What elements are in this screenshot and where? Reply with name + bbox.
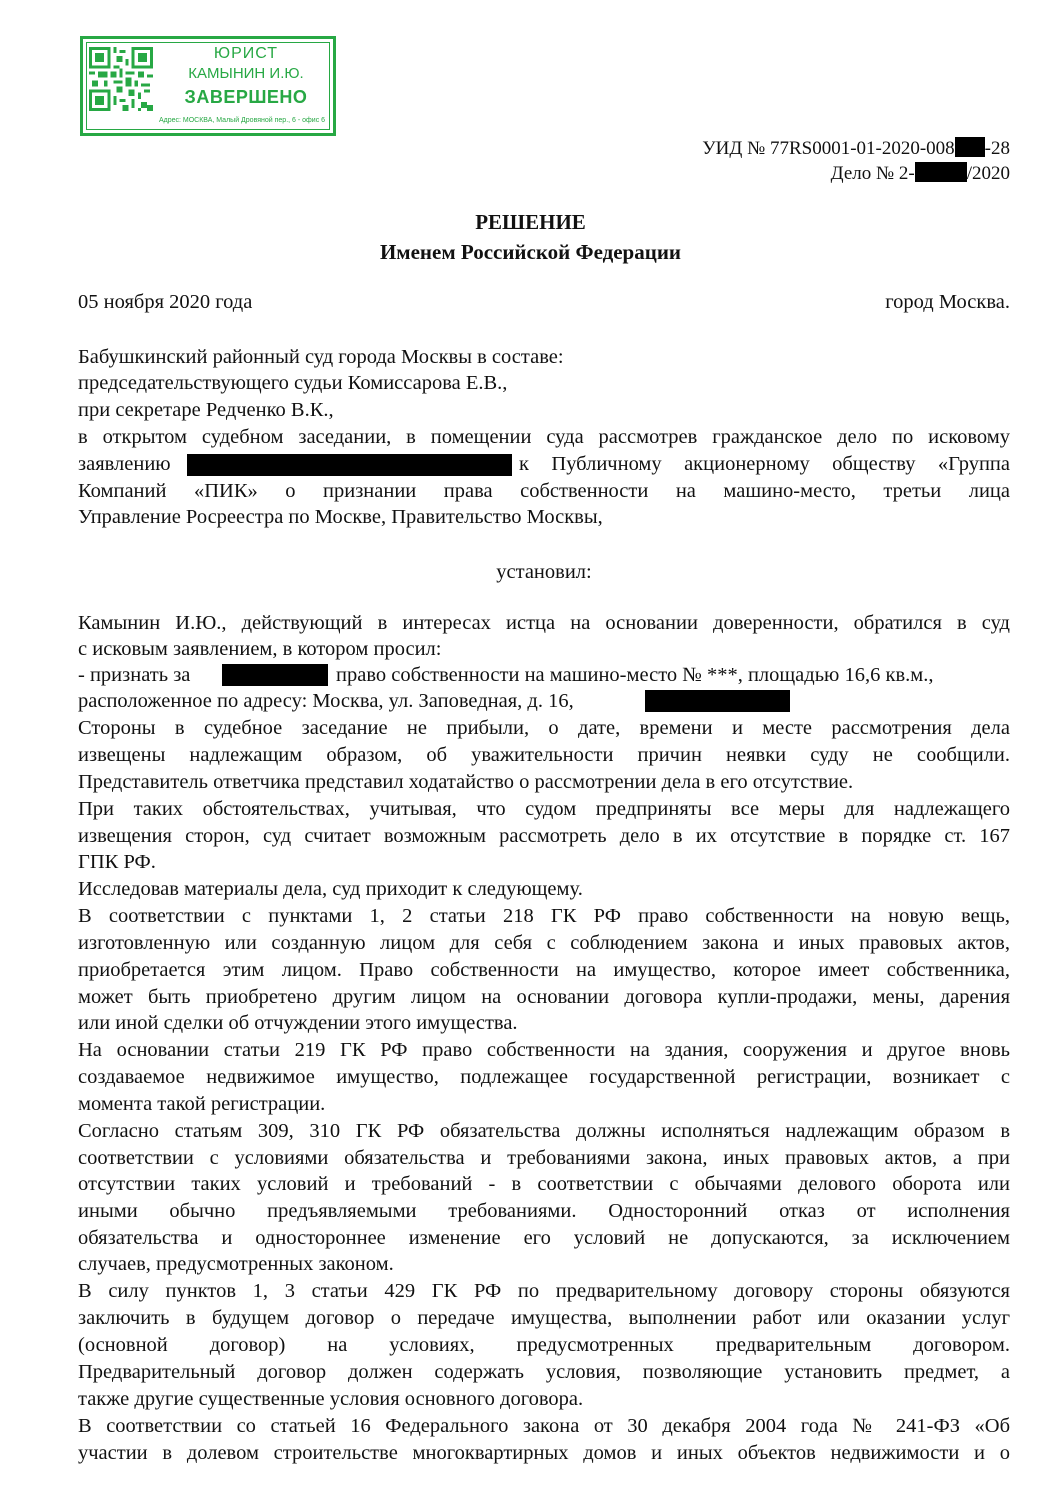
text-line: Исследовав материалы дела, суд приходит к следующему. [78, 878, 583, 900]
date-line [78, 289, 1010, 315]
text-line: (основной договор) на условиях, предусмотренных предварительным договором. [78, 1334, 1010, 1356]
decision-date: 05 ноября 2020 года [78, 291, 253, 313]
text-line: извещены надлежащим образом, об уважительности причин неявки суду не сообщили. [78, 744, 1010, 766]
stamp-title: ЮРИСТ [213, 45, 279, 62]
text-line: Управление Росреестра по Москве, Правительство Москвы, [78, 506, 603, 528]
case-identifiers [702, 136, 1010, 186]
uid-line [702, 136, 1010, 161]
text-line: В соответствии с пунктами 1, 2 статьи 218 ГК РФ право собственности на новую вещь, [78, 905, 1010, 927]
text-line: ГПК РФ. [78, 851, 156, 873]
text-line: в открытом судебном заседании, в помещении суда рассмотрев гражданское дело по исковому [78, 426, 1010, 448]
text-line: Согласно статьям 309, 310 ГК РФ обязательства должны исполняться надлежащим образом в [78, 1120, 1010, 1142]
text-line: также другие существенные условия основного договора. [78, 1388, 584, 1410]
text-line: может быть приобретено другим лицом на основании договора купли-продажи, мены, дарения [78, 986, 1010, 1008]
text-line: обязательства и одностороннее изменение его условий не допускаются, за исключением [78, 1227, 1010, 1249]
text-line [78, 451, 1010, 477]
text-line: Камынин И.Ю., действующий в интересах истца на основании доверенности, обратился в суд [78, 612, 1010, 634]
text-fragment: заявлению [78, 453, 171, 475]
text-line: с исковым заявлением, в котором просил: [78, 638, 442, 660]
text-line: или иной сделки об отчуждении этого имущества. [78, 1012, 518, 1034]
text-line: Предварительный договор должен содержать условия, позволяющие установить предмет, а [78, 1361, 1010, 1383]
text-line: Стороны в судебное заседание не прибыли, о дате, времени и месте рассмотрения дела [78, 717, 1010, 739]
text-line: изготовленную или созданную лицом для себя с соблюдением закона и иных правовых актов, [78, 932, 1010, 954]
text-line: председательствующего судьи Комиссарова Е.В., [78, 372, 508, 394]
text-line: момента такой регистрации. [78, 1093, 326, 1115]
case-number-line [702, 161, 1010, 186]
redaction-block [187, 454, 512, 476]
text-line: В соответствии со статьей 16 Федерального закона от 30 декабря 2004 года № 241-ФЗ «Об [78, 1415, 1010, 1437]
text-fragment: - признать за [78, 664, 191, 686]
text-line: Компаний «ПИК» о признании права собственности на машино-место, третьи лица [78, 480, 1010, 502]
text-fragment: право собственности на машино-место № ***, площадью 16,6 кв.м., [336, 664, 934, 686]
document-subtitle: Именем Российской Федерации [379, 240, 682, 264]
redaction-block [645, 690, 790, 712]
text-line: приобретается этим лицом. Право собственности на имущество, которое имеет собственника, [78, 959, 1010, 981]
text-line: случаев, предусмотренных законом. [78, 1253, 394, 1275]
section-heading: установил: [496, 561, 592, 583]
text-line: При таких обстоятельствах, учитывая, что судом предприняты все меры для надлежащего [78, 798, 1010, 820]
text-line: при секретаре Редченко В.К., [78, 399, 334, 421]
text-line: извещения сторон, суд считает возможным рассмотреть дело в их отсутствие в порядке ст. 167 [78, 825, 1010, 847]
text-line: Представитель ответчика представил ходатайство о рассмотрении дела в его отсутствие. [78, 771, 854, 793]
case-prefix: Дело № 2- [830, 163, 915, 184]
text-line: иными обычно предъявляемыми требованиями. Односторонний отказ от исполнения [78, 1200, 1010, 1222]
text-line: В силу пунктов 1, 3 статьи 429 ГК РФ по предварительному договору стороны обязуются [78, 1280, 1010, 1302]
decision-city: город Москва. [885, 291, 1010, 313]
redaction-block [955, 137, 985, 157]
lawyer-stamp [80, 36, 336, 136]
document-title: РЕШЕНИЕ [475, 210, 586, 234]
text-line: На основании статьи 219 ГК РФ право собственности на здания, сооружения и другое вновь [78, 1039, 1010, 1061]
text-line: отсутствии таких условий и требований - в соответствии с обычаями делового оборота или [78, 1173, 1010, 1195]
stamp-name: КАМЫНИН И.Ю. [188, 65, 304, 82]
case-suffix: /2020 [966, 163, 1010, 184]
redaction-block [915, 162, 967, 182]
text-line [78, 662, 1010, 688]
text-line: участии в долевом строительстве многоквартирных домов и иных объектов недвижимости и о [78, 1442, 1010, 1464]
text-fragment: расположенное по адресу: Москва, ул. Заповедная, д. 16, [78, 690, 574, 712]
stamp-status: ЗАВЕРШЕНО [184, 87, 308, 107]
uid-prefix: УИД № 77RS0001-01-2020-008 [702, 138, 955, 159]
redaction-block [222, 664, 328, 686]
uid-suffix: -28 [984, 138, 1010, 159]
text-fragment: к Публичному акционерному обществу «Группа [519, 453, 1010, 475]
text-line: соответствии с условиями обязательства и требованиями закона, иных правовых актов, а при [78, 1147, 1010, 1169]
stamp-address: Адрес: МОСКВА, Малый Дровяной пер., 6 - офис 6 [158, 117, 326, 124]
text-line [78, 688, 1010, 714]
text-line: создаваемое недвижимое имущество, подлежащее государственной регистрации, возникает с [78, 1066, 1010, 1088]
text-line: заключить в будущем договор о передаче имущества, выполнении работ или оказании услуг [78, 1307, 1010, 1329]
qr-code-icon [89, 47, 153, 111]
text-line: Бабушкинский районный суд города Москвы в составе: [78, 346, 564, 368]
